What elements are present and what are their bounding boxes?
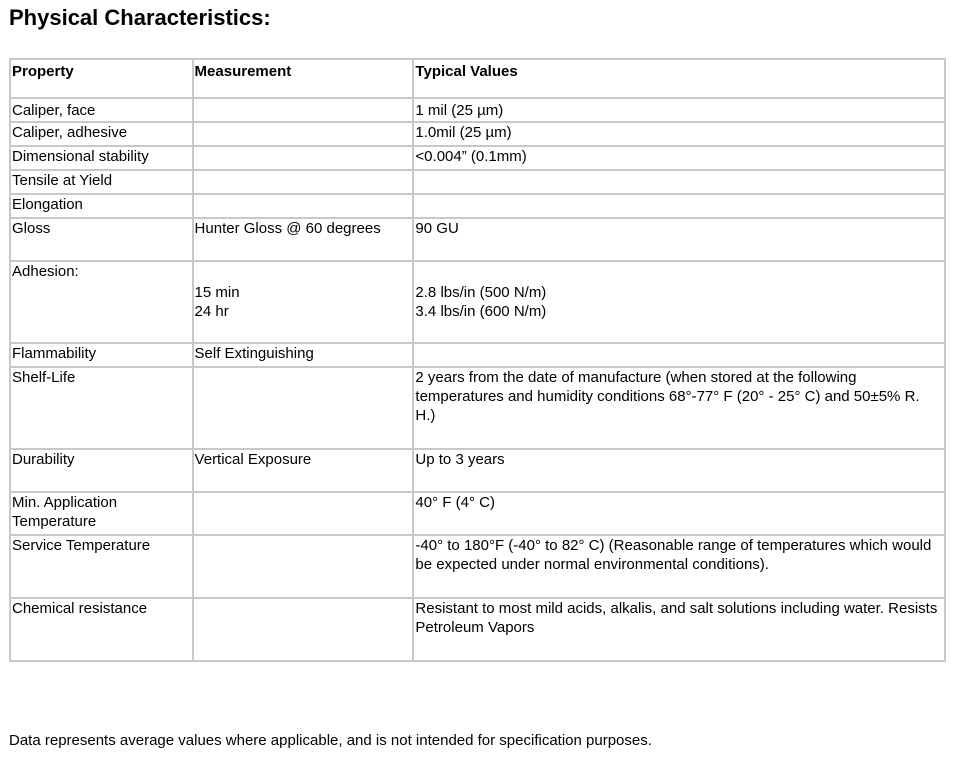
measurement-cell xyxy=(193,194,414,218)
footer-note: Data represents average values where applicable, and is not intended for specification purposes. xyxy=(9,732,652,749)
header-typical-values: Typical Values xyxy=(413,59,945,98)
header-measurement: Measurement xyxy=(193,59,414,98)
property-cell: Durability xyxy=(10,449,193,492)
measurement-cell: Vertical Exposure xyxy=(193,449,414,492)
measurement-cell xyxy=(193,492,414,535)
value-cell: -40° to 180°F (-40° to 82° C) (Reasonable range of temperatures which would be expected under normal environmental conditions). xyxy=(413,535,945,598)
table-header-row xyxy=(10,59,945,98)
value-cell: 40° F (4° C) xyxy=(413,492,945,535)
table-row xyxy=(10,598,945,661)
table-row xyxy=(10,170,945,194)
property-cell: Chemical resistance xyxy=(10,598,193,661)
value-cell xyxy=(413,170,945,194)
measurement-cell xyxy=(193,261,414,343)
page-title: Physical Characteristics: xyxy=(9,5,271,30)
value-line: 3.4 lbs/in (600 N/m) xyxy=(415,303,547,320)
table-row xyxy=(10,535,945,598)
property-cell: Tensile at Yield xyxy=(10,170,193,194)
measurement-cell xyxy=(193,146,414,170)
measurement-cell xyxy=(193,535,414,598)
value-cell: 90 GU xyxy=(413,218,945,261)
property-cell: Gloss xyxy=(10,218,193,261)
table-row xyxy=(10,122,945,146)
property-cell: Dimensional stability xyxy=(10,146,193,170)
measurement-line: 15 min xyxy=(194,284,240,301)
measurement-cell xyxy=(193,122,414,146)
property-cell: Caliper, adhesive xyxy=(10,122,193,146)
table-row xyxy=(10,146,945,170)
property-cell: Elongation xyxy=(10,194,193,218)
measurement-cell xyxy=(193,98,414,122)
measurement-cell: Hunter Gloss @ 60 degrees xyxy=(193,218,414,261)
measurement-cell xyxy=(193,367,414,449)
property-cell: Flammability xyxy=(10,343,193,367)
measurement-cell: Self Extinguishing xyxy=(193,343,414,367)
physical-characteristics-table xyxy=(9,58,946,662)
table-row xyxy=(10,449,945,492)
measurement-cell xyxy=(193,170,414,194)
value-cell: Resistant to most mild acids, alkalis, and salt solutions including water. Resists Petroleum Vapors xyxy=(413,598,945,661)
table-row xyxy=(10,261,945,343)
table-row xyxy=(10,343,945,367)
value-cell xyxy=(413,194,945,218)
value-cell xyxy=(413,343,945,367)
property-cell: Caliper, face xyxy=(10,98,193,122)
measurement-line: 24 hr xyxy=(194,303,229,320)
table-row xyxy=(10,98,945,122)
table-row xyxy=(10,194,945,218)
value-cell xyxy=(413,261,945,343)
property-cell: Adhesion: xyxy=(10,261,193,343)
property-cell: Min. Application Temperature xyxy=(10,492,193,535)
value-cell: 1 mil (25 µm) xyxy=(413,98,945,122)
table-row xyxy=(10,492,945,535)
value-line: 2.8 lbs/in (500 N/m) xyxy=(415,284,547,301)
table-row xyxy=(10,367,945,449)
measurement-cell xyxy=(193,598,414,661)
property-cell: Shelf-Life xyxy=(10,367,193,449)
property-cell: Service Temperature xyxy=(10,535,193,598)
value-cell: Up to 3 years xyxy=(413,449,945,492)
header-property: Property xyxy=(10,59,193,98)
value-cell: <0.004” (0.1mm) xyxy=(413,146,945,170)
value-cell: 2 years from the date of manufacture (when stored at the following temperatures and humidity conditions 68°-77° F (20° - 25° C) and 50±5% R. H.) xyxy=(413,367,945,449)
value-cell: 1.0mil (25 µm) xyxy=(413,122,945,146)
table-row xyxy=(10,218,945,261)
